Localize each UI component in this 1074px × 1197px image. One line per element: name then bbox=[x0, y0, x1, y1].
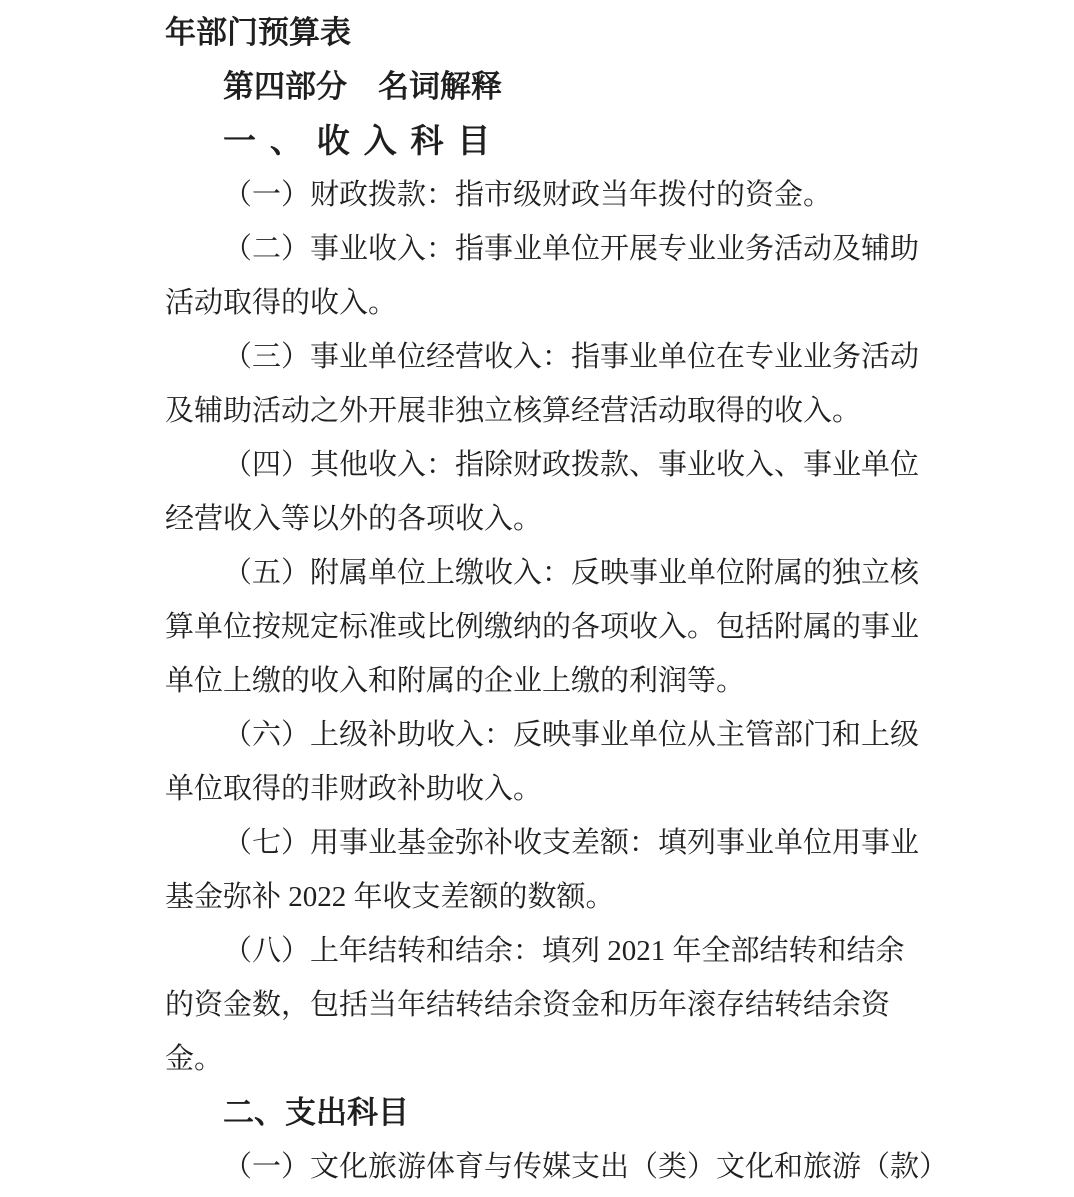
paragraph-line: （三）事业单位经营收入：指事业单位在专业业务活动 bbox=[223, 341, 920, 373]
title-tail-line: 年部门预算表 bbox=[165, 15, 351, 50]
paragraph-line: 活动取得的收入。 bbox=[165, 287, 398, 319]
paragraph-line: （六）上级补助收入：反映事业单位从主管部门和上级 bbox=[223, 719, 920, 751]
paragraph-line: 单位上缴的收入和附属的企业上缴的利润等。 bbox=[165, 665, 746, 697]
paragraph-line: 经营收入等以外的各项收入。 bbox=[165, 503, 543, 535]
paragraph-line: （一）文化旅游体育与传媒支出（类）文化和旅游（款） bbox=[223, 1151, 949, 1183]
paragraph-line: （五）附属单位上缴收入：反映事业单位附属的独立核 bbox=[223, 557, 920, 589]
paragraph-line: 的资金数，包括当年结转结余资金和历年滚存结转结余资 bbox=[165, 989, 891, 1021]
paragraph-line: （七）用事业基金弥补收支差额：填列事业单位用事业 bbox=[223, 827, 920, 859]
part-heading: 第四部分 名词解释 bbox=[223, 69, 502, 104]
paragraph-line: 基金弥补 2022 年收支差额的数额。 bbox=[165, 881, 615, 913]
paragraph-line: 金。 bbox=[165, 1043, 224, 1075]
paragraph-line: 单位取得的非财政补助收入。 bbox=[165, 773, 543, 805]
paragraph-line: 及辅助活动之外开展非独立核算经营活动取得的收入。 bbox=[165, 395, 862, 427]
section-heading-income: 一、收入科目 bbox=[223, 122, 505, 159]
paragraph-line: （二）事业收入：指事业单位开展专业业务活动及辅助 bbox=[223, 233, 920, 265]
paragraph-line: （四）其他收入：指除财政拨款、事业收入、事业单位 bbox=[223, 449, 920, 481]
paragraph-line: 算单位按规定标准或比例缴纳的各项收入。包括附属的事业 bbox=[165, 611, 920, 643]
paragraph-line: （一）财政拨款：指市级财政当年拨付的资金。 bbox=[223, 179, 833, 211]
paragraph-line: （八）上年结转和结余：填列 2021 年全部结转和结余 bbox=[223, 935, 905, 967]
section-heading-expenditure: 二、支出科目 bbox=[223, 1095, 409, 1130]
